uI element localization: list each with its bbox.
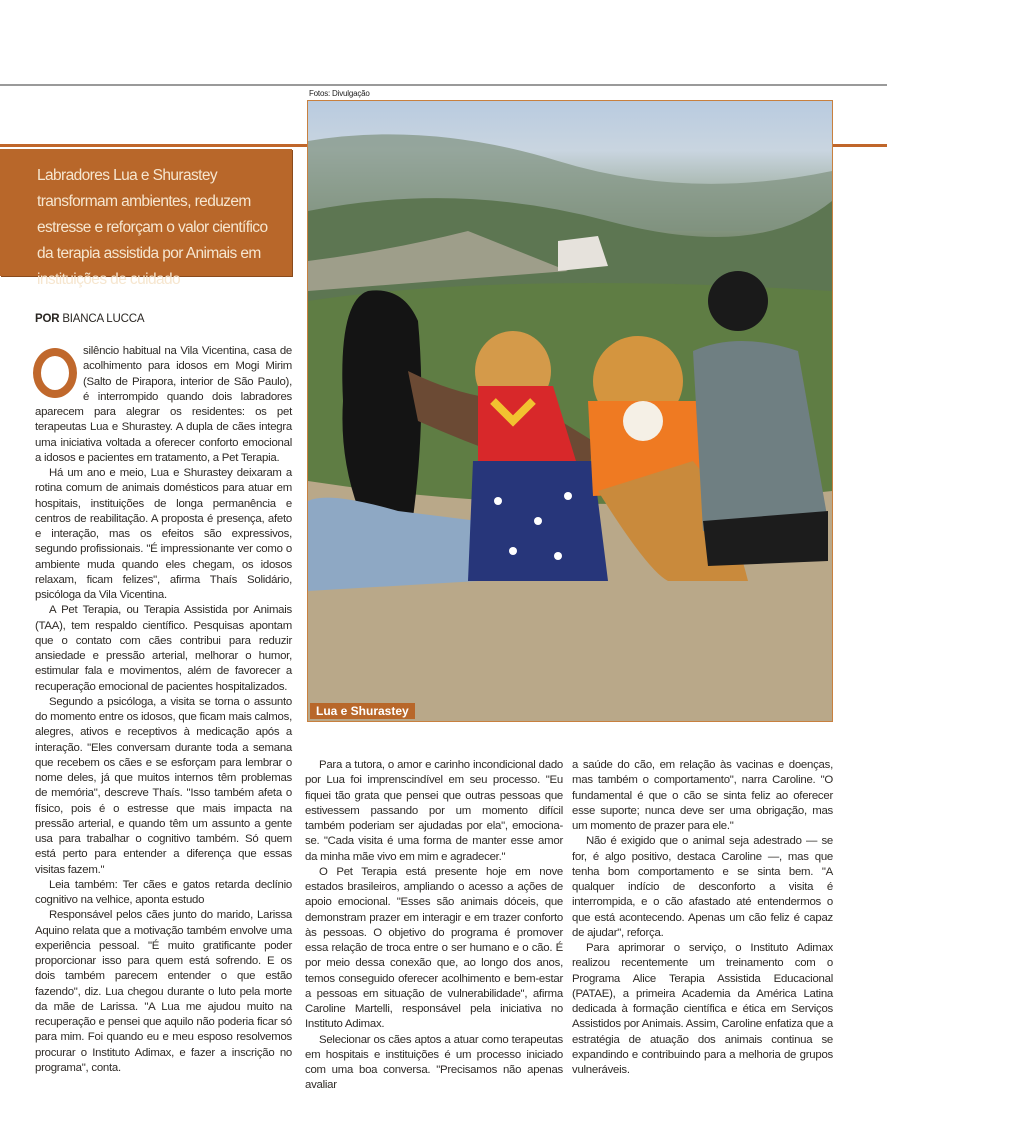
paragraph: Há um ano e meio, Lua e Shurastey deixaram a rotina comum de animais domésticos para atuar em hospitais, instituições de longa permanência e centros de reabilitação. A proposta é presença, afeto e interação, mas os efeitos são expressivos, segundo profissionais. "É impressionante ver como o ambiente muda quando eles chegam, os idosos relaxam, ficam felizes", afirma Thaís Solidário, psicóloga da Vila Vicentina. <box>35 467 292 601</box>
related-link[interactable]: Leia também: Ter cães e gatos retarda declínio cognitivo na velhice, aponta estudo <box>35 878 292 906</box>
photo-credit: Fotos: Divulgação <box>309 89 370 98</box>
article-column-2 <box>305 758 563 1094</box>
article-deck <box>0 149 292 288</box>
paragraph: silêncio habitual na Vila Vicentina, casa de acolhimento para idosos em Mogi Mirim (Salto de Pirapora, interior de São Paulo), é interrompido quando dois labradores aparecem para alegrar os residentes: os pet terapeutas Lua e Shurastey. A dupla de cães integra uma iniciativa voltada a oferecer conforto emocional a idosos e pacientes em tratamento, a Pet Terapia. <box>35 345 292 464</box>
paragraph: O Pet Terapia está presente hoje em nove estados brasileiros, ampliando o acesso a ações de apoio emocional. "Esses são animais dóceis, que demonstram prazer em interagir e em trazer conforto às pessoas. O objetivo do programa é promover essa relação de troca entre o ser humano e o cão. É por meio dessa conexão que, ao longo dos anos, temos conseguido oferecer acolhimento e bem-estar a pessoas em situação de vulnerabilidade", afirma Caroline Martelli, responsável pela iniciativa no Instituto Adimax. <box>305 865 563 1031</box>
paragraph-continued: a saúde do cão, em relação às vacinas e doenças, mas também o comportamento", narra Caroline. "O fundamental é que o cão se sinta feliz ao oferecer esse suporte; nunca deve ser uma obrigação, mas um momento de prazer para ele." <box>572 759 833 832</box>
byline <box>35 313 144 325</box>
paragraph: Selecionar os cães aptos a atuar como terapeutas em hospitais e instituições é um processo iniciado com uma boa conversa. "Precisamos não apenas avaliar <box>305 1033 563 1092</box>
top-rule <box>0 84 887 86</box>
photo-caption: Lua e Shurastey <box>310 703 415 719</box>
photo-illustration <box>308 101 832 721</box>
byline-author: BIANCA LUCCA <box>62 313 145 325</box>
dropcap-o <box>33 348 77 398</box>
article-column-1 <box>35 344 292 1076</box>
paragraph: Para a tutora, o amor e carinho incondicional dado por Lua foi imprenscindível em seu processo. "Eu fiquei tão grata que pensei que outras pessoas que estivessem passando por um momento difícil também poderiam ser ajudadas por ela", emociona-se. "Cada visita é uma forma de manter esse amor da minha mãe vivo em mim e agradecer." <box>305 759 563 863</box>
paragraph: Responsável pelos cães junto do marido, Larissa Aquino relata que a motivação também envolve uma experiência pessoal. "É muito gratificante poder proporcionar isso para quem está sofrendo. E os dois também parecem entender o que estão fazendo", diz. Lua chegou durante o luto pela morte da mãe de Larissa. "A Lua me ajudou muito na recuperação e pensei que aquilo não poderia ficar só para mim. Foi quando eu e meu esposo resolvemos procurar o Instituto Adimax, e fazer a inscrição no programa", conta. <box>35 909 292 1074</box>
paragraph: Não é exigido que o animal seja adestrado — se for, é algo positivo, destaca Caroline —, mas que tenha bom comportamento e se sinta bem. "A qualquer indício de desconforto a visita é interrompida, e o cão afastado até entendermos o que está acontecendo. Apenas um cão feliz é capaz de ajudar", reforça. <box>572 835 833 939</box>
byline-prefix: POR <box>35 313 60 325</box>
paragraph: A Pet Terapia, ou Terapia Assistida por Animais (TAA), tem respaldo científico. Pesquisas apontam que o contato com cães contribui para reduzir ansiedade e pressão arterial, melhorar o humor, estimular fala e movimentos, além de favorecer a recuperação emocional de pacientes hospitalizados. <box>35 604 292 693</box>
paragraph: Para aprimorar o serviço, o Instituto Adimax realizou recentemente um treinamento com o Programa Alice Terapia Assistida Educacional (PATAE), a primeira Academia da América Latina dedicada à formação científica e ética em Serviços Assistidos por Animais. Assim, Caroline enfatiza que a estratégia de atuação dos animais continua se expandindo e contribuindo para a melhoria de grupos vulneráveis. <box>572 942 833 1076</box>
article-column-3 <box>572 758 833 1078</box>
deck-text: Labradores Lua e Shurastey transformam ambientes, reduzem estresse e reforçam o valor científico da terapia assistida por Animais em instituições de cuidado <box>37 167 268 288</box>
paragraph: Segundo a psicóloga, a visita se torna o assunto do momento entre os idosos, que ficam mais calmos, alegres, ativos e receptivos à medicação após a interação. "Eles conversam durante toda a semana que recebem os cães e se esforçam para lembrar o nome deles, já que muitos internos têm problemas de memória", descreve Thaís. "Isso também afeta o físico, pois é o estresse que mais impacta na pressão arterial, e quando têm um assunto a gente usa para trabalhar o cognitivo também. Só quem está perto para entender a diferença que essas visitas fazem." <box>35 695 292 876</box>
article-photo <box>307 100 833 722</box>
